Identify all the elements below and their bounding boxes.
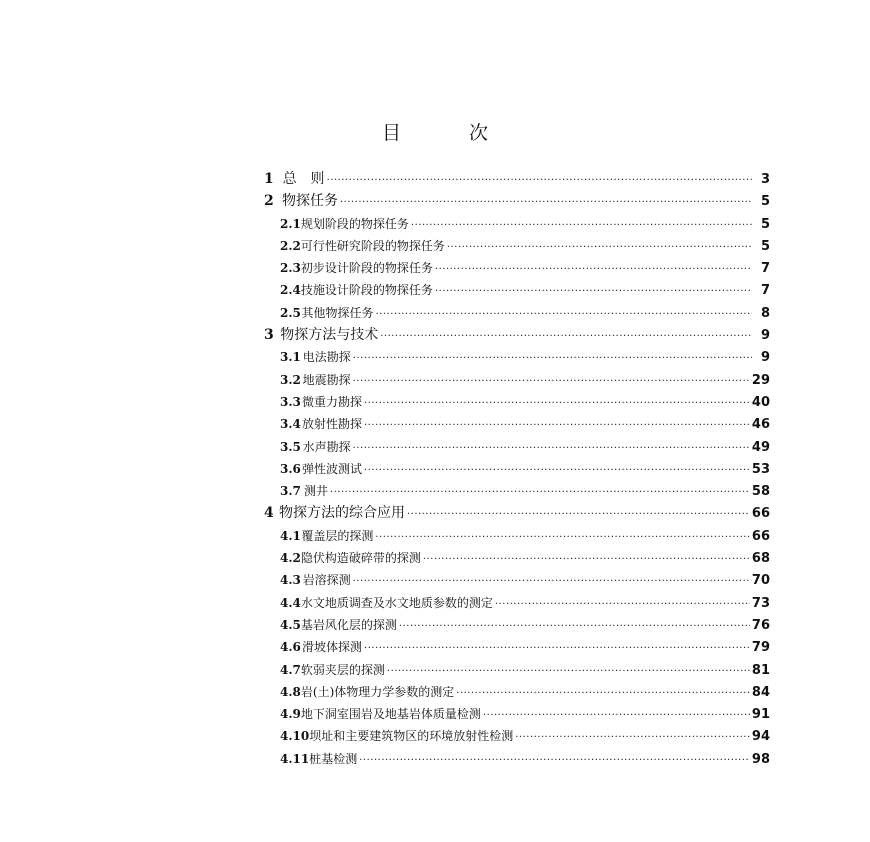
- toc-entry-number: 4.11: [280, 751, 310, 766]
- toc-entry: [258, 458, 770, 480]
- toc-entry: [258, 168, 770, 190]
- toc-leader-dots: [380, 326, 752, 348]
- toc-entry: [258, 502, 770, 524]
- toc-leader-dots: [399, 616, 750, 638]
- toc-entry-label: 隐伏构造破碎带的探测: [300, 551, 421, 566]
- toc-entry-number: 2.1: [280, 216, 301, 231]
- toc-entry: [258, 391, 770, 413]
- toc-entry-label: 滑坡体探测: [302, 640, 363, 655]
- toc-leader-dots: [353, 348, 752, 370]
- toc-entry-page: 70: [751, 573, 770, 589]
- toc-leader-dots: [375, 527, 750, 549]
- toc-entry-number: 3.3: [280, 394, 301, 409]
- toc-leader-dots: [364, 638, 750, 660]
- toc-entry-number: 2.4: [280, 283, 301, 298]
- toc-entry-page: 91: [751, 707, 770, 723]
- toc-leader-dots: [327, 170, 752, 192]
- toc-entry: [258, 213, 770, 235]
- toc-entry-page: 9: [760, 350, 770, 366]
- toc-entry: [258, 346, 770, 368]
- toc-leader-dots: [353, 571, 750, 593]
- toc-entry-number: 1: [264, 171, 274, 187]
- toc-leader-dots: [340, 192, 752, 214]
- toc-entry-number: 4.7: [280, 662, 301, 677]
- toc-entry-label: 覆盖层的探测: [301, 528, 374, 543]
- toc-entry-number: 3.4: [280, 417, 301, 432]
- toc-entry-number: 4.3: [280, 573, 301, 588]
- toc-leader-dots: [447, 237, 752, 259]
- table-of-contents: [258, 168, 770, 770]
- toc-leader-dots: [407, 504, 750, 526]
- toc-entry-page: 53: [751, 461, 770, 477]
- toc-entry-label: 物探方法的综合应用: [278, 505, 405, 522]
- toc-entry-page: 94: [751, 729, 770, 745]
- toc-entry: [258, 703, 770, 725]
- toc-entry-number: 4.4: [280, 595, 301, 610]
- toc-entry-label: 可行性研究阶段的物探任务: [300, 238, 445, 253]
- toc-entry: [258, 748, 770, 770]
- toc-entry-number: 4.8: [280, 684, 301, 699]
- toc-entry-number: 4.5: [280, 617, 301, 632]
- toc-entry: [258, 480, 770, 502]
- toc-entry: [258, 190, 770, 212]
- toc-entry: [258, 659, 770, 681]
- toc-entry-number: 3.5: [280, 439, 301, 454]
- toc-entry-page: 29: [751, 372, 770, 388]
- toc-entry-number: 3.7: [280, 484, 301, 499]
- toc-entry-label: 坝址和主要建筑物区的环境放射性检测: [309, 729, 514, 744]
- toc-entry-label: 电法勘探: [302, 350, 351, 365]
- toc-entry-number: 2: [264, 193, 274, 210]
- toc-entry-page: 9: [760, 328, 770, 344]
- toc-entry-number: 4.10: [280, 729, 310, 744]
- toc-entry: [258, 436, 770, 458]
- toc-entry-label: 放射性勘探: [302, 417, 363, 432]
- toc-leader-dots: [435, 281, 752, 303]
- toc-leader-dots: [364, 415, 750, 437]
- toc-entry-label: 测井: [303, 484, 328, 499]
- toc-entry-number: 4: [264, 505, 274, 522]
- toc-entry-number: 2.5: [280, 305, 301, 320]
- toc-entry-number: 4.6: [280, 640, 301, 655]
- toc-entry-label: 其他物探任务: [301, 305, 374, 320]
- toc-entry-label: 规划阶段的物探任务: [300, 216, 409, 231]
- toc-entry-label: 总 则: [282, 171, 325, 187]
- toc-leader-dots: [483, 705, 750, 727]
- toc-entry-label: 基岩风化层的探测: [300, 617, 397, 632]
- toc-entry-label: 地震勘探: [302, 372, 351, 387]
- toc-entry-label: 物探任务: [281, 193, 338, 210]
- toc-entry: [258, 725, 770, 747]
- toc-entry-label: 岩溶探测: [302, 573, 351, 588]
- toc-entry-label: 物探方法与技术: [280, 327, 379, 344]
- toc-leader-dots: [495, 594, 750, 616]
- toc-entry-page: 40: [751, 394, 770, 410]
- toc-entry: [258, 257, 770, 279]
- toc-entry-number: 4.2: [280, 551, 301, 566]
- toc-entry-label: 技施设计阶段的物探任务: [300, 283, 433, 298]
- toc-entry-page: 5: [760, 238, 770, 254]
- toc-entry-number: 3.1: [280, 350, 301, 365]
- toc-entry: [258, 413, 770, 435]
- toc-entry-number: 3: [264, 327, 274, 344]
- toc-entry: [258, 279, 770, 301]
- toc-entry-number: 4.1: [280, 528, 301, 543]
- toc-entry-page: 73: [751, 595, 770, 611]
- page-title: [0, 118, 870, 145]
- toc-entry: [258, 614, 770, 636]
- toc-entry-page: 98: [751, 751, 770, 767]
- toc-leader-dots: [364, 393, 750, 415]
- toc-leader-dots: [435, 259, 752, 281]
- toc-entry-label: 水文地质调查及水文地质参数的测定: [300, 595, 493, 610]
- toc-leader-dots: [359, 750, 750, 772]
- toc-entry-page: 58: [751, 484, 770, 500]
- toc-leader-dots: [353, 371, 750, 393]
- toc-entry: [258, 592, 770, 614]
- toc-entry-page: 8: [760, 305, 770, 321]
- toc-leader-dots: [456, 683, 750, 705]
- toc-entry: [258, 324, 770, 346]
- toc-leader-dots: [387, 661, 750, 683]
- toc-entry: [258, 547, 770, 569]
- toc-entry-label: 水声勘探: [302, 439, 351, 454]
- toc-entry-page: 5: [760, 216, 770, 232]
- toc-leader-dots: [423, 549, 750, 571]
- toc-entry-page: 84: [751, 684, 770, 700]
- toc-entry-label: 桩基检测: [309, 751, 358, 766]
- toc-entry: [258, 302, 770, 324]
- toc-leader-dots: [330, 482, 750, 504]
- toc-entry: [258, 235, 770, 257]
- toc-entry: [258, 525, 770, 547]
- toc-entry-page: 79: [751, 640, 770, 656]
- title-char-2: 次: [469, 122, 489, 144]
- toc-entry-page: 76: [751, 617, 770, 633]
- toc-entry-label: 软弱夹层的探测: [300, 662, 385, 677]
- toc-entry-page: 7: [760, 283, 770, 299]
- toc-entry-label: 弹性波测试: [302, 461, 363, 476]
- toc-entry-number: 2.3: [280, 261, 301, 276]
- toc-leader-dots: [515, 727, 750, 749]
- toc-entry-number: 3.2: [280, 372, 301, 387]
- toc-entry-label: 微重力勘探: [302, 394, 363, 409]
- toc-entry-number: 2.2: [280, 238, 301, 253]
- toc-entry-page: 49: [751, 439, 770, 455]
- toc-entry-label: 初步设计阶段的物探任务: [300, 261, 433, 276]
- toc-entry-page: 66: [751, 528, 770, 544]
- toc-entry: [258, 681, 770, 703]
- toc-entry: [258, 369, 770, 391]
- toc-entry-number: 3.6: [280, 461, 301, 476]
- toc-entry: [258, 569, 770, 591]
- toc-leader-dots: [364, 460, 750, 482]
- toc-entry-page: 3: [760, 172, 770, 187]
- toc-entry-page: 7: [760, 261, 770, 277]
- toc-leader-dots: [353, 438, 750, 460]
- toc-leader-dots: [376, 304, 753, 326]
- toc-entry-number: 4.9: [280, 707, 301, 722]
- title-char-1: 目: [381, 122, 401, 144]
- toc-entry-page: 5: [760, 194, 770, 210]
- toc-entry-page: 46: [751, 417, 770, 433]
- toc-entry-page: 68: [751, 551, 770, 567]
- toc-entry-label: 地下洞室围岩及地基岩体质量检测: [300, 707, 481, 722]
- toc-entry-page: 66: [751, 506, 770, 522]
- toc-entry-page: 81: [751, 662, 770, 678]
- toc-leader-dots: [411, 215, 752, 237]
- toc-entry: [258, 636, 770, 658]
- toc-entry-label: 岩(土)体物理力学参数的测定: [300, 684, 455, 699]
